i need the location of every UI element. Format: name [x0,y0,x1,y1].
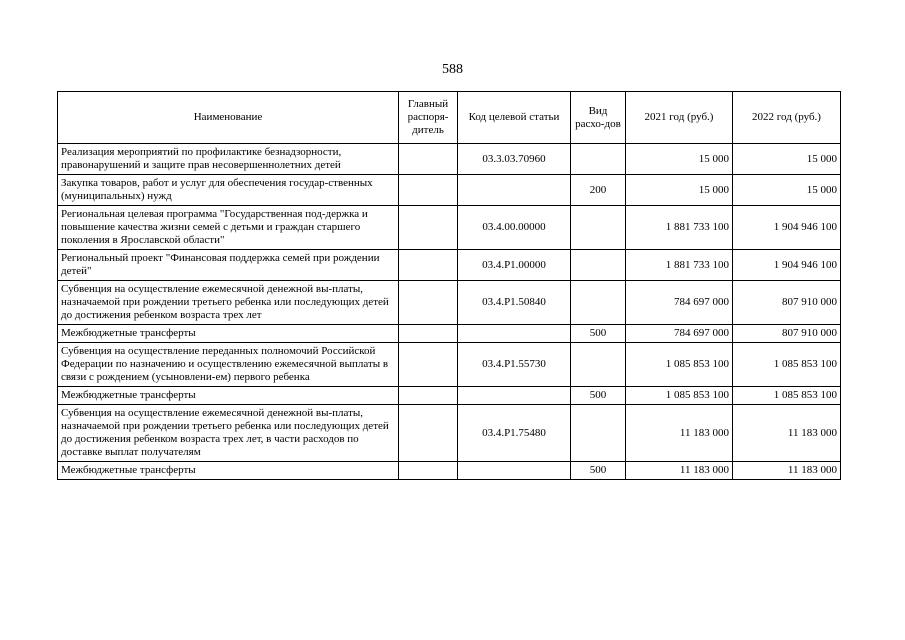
cell-year-2021: 1 085 853 100 [626,387,733,405]
cell-vid [571,405,626,462]
cell-year-2021: 15 000 [626,144,733,175]
cell-vid [571,206,626,250]
cell-year-2021: 1 881 733 100 [626,206,733,250]
table-row [58,387,841,405]
cell-code: 03.3.03.70960 [458,144,571,175]
cell-year-2022: 11 183 000 [733,462,841,480]
table-row [58,405,841,462]
cell-year-2022: 15 000 [733,175,841,206]
cell-year-2022: 1 904 946 100 [733,206,841,250]
cell-name: Межбюджетные трансферты [58,462,399,480]
cell-glavny [399,462,458,480]
cell-code [458,462,571,480]
table-row [58,281,841,325]
cell-year-2022: 807 910 000 [733,325,841,343]
cell-glavny [399,405,458,462]
header-name: Наименование [58,92,399,144]
table-row [58,462,841,480]
cell-year-2021: 15 000 [626,175,733,206]
cell-year-2021: 1 881 733 100 [626,250,733,281]
cell-year-2022: 1 085 853 100 [733,343,841,387]
cell-year-2022: 1 904 946 100 [733,250,841,281]
cell-name: Региональный проект "Финансовая поддержка семей при рождении детей" [58,250,399,281]
cell-vid: 500 [571,462,626,480]
cell-code: 03.4.P1.50840 [458,281,571,325]
cell-name: Региональная целевая программа "Государственная под-держка и повышение качества жизни семей с детьми и граждан старшего поколения в Ярославской области" [58,206,399,250]
cell-year-2021: 1 085 853 100 [626,343,733,387]
cell-year-2021: 784 697 000 [626,325,733,343]
cell-vid [571,343,626,387]
cell-code: 03.4.00.00000 [458,206,571,250]
cell-year-2022: 11 183 000 [733,405,841,462]
cell-year-2021: 784 697 000 [626,281,733,325]
cell-vid: 500 [571,387,626,405]
cell-name: Реализация мероприятий по профилактике безнадзорности, правонарушений и защите прав несовершеннолетних детей [58,144,399,175]
table-row [58,250,841,281]
cell-vid [571,144,626,175]
cell-glavny [399,144,458,175]
cell-year-2021: 11 183 000 [626,462,733,480]
cell-name: Межбюджетные трансферты [58,387,399,405]
cell-year-2022: 1 085 853 100 [733,387,841,405]
cell-code: 03.4.P1.00000 [458,250,571,281]
cell-name: Межбюджетные трансферты [58,325,399,343]
table-body [58,144,841,480]
cell-code [458,387,571,405]
cell-glavny [399,387,458,405]
cell-name: Субвенция на осуществление ежемесячной денежной вы-платы, назначаемой при рождении третьего ребенка или последующих детей до достижения ребенком возраста трех лет, в части расходов по доставке выплат получателям [58,405,399,462]
table-header [58,92,841,144]
budget-table [57,91,841,480]
cell-year-2022: 15 000 [733,144,841,175]
table-row [58,325,841,343]
header-row [58,92,841,144]
cell-name: Закупка товаров, работ и услуг для обеспечения государ-ственных (муниципальных) нужд [58,175,399,206]
cell-year-2022: 807 910 000 [733,281,841,325]
cell-glavny [399,175,458,206]
header-year-2022: 2022 год (руб.) [733,92,841,144]
header-glavny: Главный распоря-дитель [399,92,458,144]
cell-vid: 200 [571,175,626,206]
cell-code [458,325,571,343]
cell-vid [571,281,626,325]
cell-name: Субвенция на осуществление переданных полномочий Российской Федерации по назначению и осуществлению ежемесячной выплаты в связи с рождением (усыновлени-ем) первого ребенка [58,343,399,387]
cell-glavny [399,250,458,281]
table-row [58,144,841,175]
cell-glavny [399,325,458,343]
cell-year-2021: 11 183 000 [626,405,733,462]
cell-name: Субвенция на осуществление ежемесячной денежной вы-платы, назначаемой при рождении третьего ребенка или последующих детей до достижения ребенком возраста трех лет [58,281,399,325]
header-code: Код целевой статьи [458,92,571,144]
cell-code: 03.4.P1.55730 [458,343,571,387]
page-number: 588 [442,62,463,77]
cell-glavny [399,343,458,387]
cell-glavny [399,206,458,250]
cell-glavny [399,281,458,325]
cell-code [458,175,571,206]
cell-vid: 500 [571,325,626,343]
table-row [58,206,841,250]
cell-code: 03.4.P1.75480 [458,405,571,462]
table-row [58,175,841,206]
cell-vid [571,250,626,281]
header-year-2021: 2021 год (руб.) [626,92,733,144]
header-vid: Вид расхо-дов [571,92,626,144]
table-row [58,343,841,387]
